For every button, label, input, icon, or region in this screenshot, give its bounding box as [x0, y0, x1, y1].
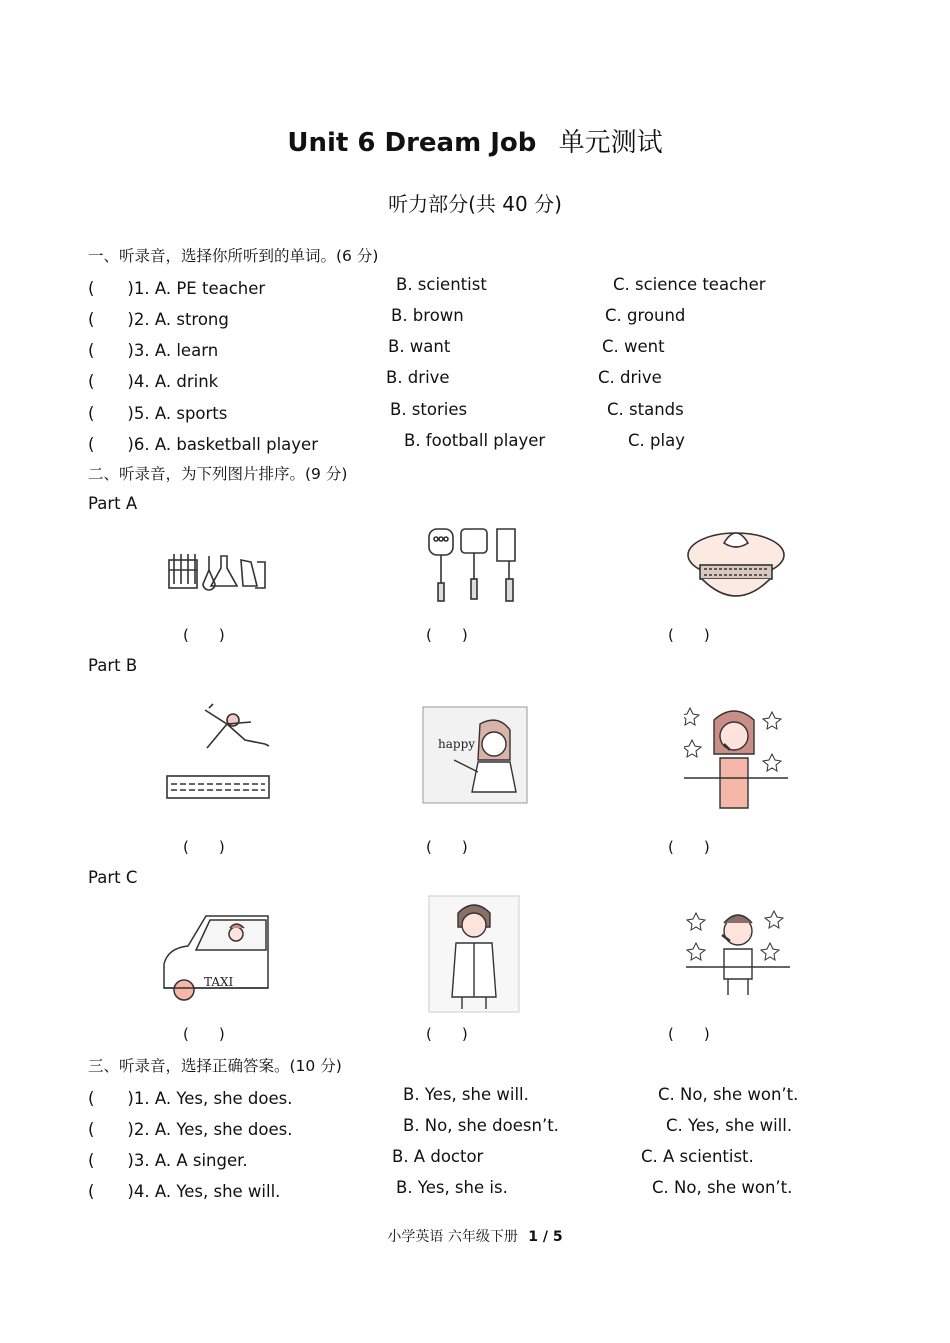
doctor-picture: [428, 895, 520, 1013]
part-c-blank-1: ( ): [183, 1025, 225, 1043]
part-c-label: Part C: [88, 868, 138, 887]
s1-q6: ( )6. A. basketball player: [88, 435, 318, 454]
s1-q4: ( )4. A. drink: [88, 372, 219, 391]
part-a-label: Part A: [88, 494, 138, 513]
title-chinese: 单元测试: [558, 128, 663, 158]
long-jump-picture: [165, 700, 271, 804]
part-b-label: Part B: [88, 656, 138, 675]
page-title: [0, 122, 950, 159]
s3-q3-option-b: B. A doctor: [392, 1147, 484, 1166]
s1-q6-option-c: C. play: [628, 431, 685, 450]
s1-q2-option-c: C. ground: [605, 306, 686, 325]
section3-heading: 三、听录音，选择正确答案。(10 分): [88, 1057, 342, 1075]
part-b-blank-2: ( ): [426, 838, 468, 856]
taxi-driver-picture: [162, 908, 270, 1002]
part-b-blank-1: ( ): [183, 838, 225, 856]
s1-q1-option-c: C. science teacher: [613, 275, 766, 294]
board-word: happy: [438, 737, 476, 751]
s3-q4-option-b: B. Yes, she is.: [396, 1178, 508, 1197]
s1-q2-option-b: B. brown: [391, 306, 464, 325]
s3-q1-option-b: B. Yes, she will.: [403, 1085, 529, 1104]
section2-heading: 二、听录音，为下列图片排序。(9 分): [88, 465, 348, 483]
s3-q2: ( )2. A. Yes, she does.: [88, 1120, 293, 1139]
kitchen-tools-picture: [425, 525, 525, 607]
teacher-picture: [422, 706, 528, 804]
s1-q1: ( )1. A. PE teacher: [88, 279, 266, 298]
singer-woman-picture: [684, 700, 788, 810]
s3-q2-option-c: C. Yes, she will.: [666, 1116, 793, 1135]
s1-q3: ( )3. A. learn: [88, 341, 219, 360]
taxi-sign: TAXI: [204, 975, 234, 989]
footer-label: 小学英语 六年级下册: [387, 1229, 518, 1245]
s3-q3: ( )3. A. A singer.: [88, 1151, 248, 1170]
part-a-blank-1: ( ): [183, 626, 225, 644]
lab-equipment-picture: [165, 548, 271, 594]
s1-q5: ( )5. A. sports: [88, 404, 228, 423]
s1-q5-option-b: B. stories: [390, 400, 468, 419]
page-number: 1 / 5: [528, 1229, 563, 1245]
section-subtitle: 听力部分(共 40 分): [388, 192, 562, 216]
s3-q3-option-c: C. A scientist.: [641, 1147, 754, 1166]
part-b-blank-3: ( ): [668, 838, 710, 856]
s1-q6-option-b: B. football player: [404, 431, 546, 450]
title-english: Unit 6 Dream Job: [287, 128, 537, 158]
s3-q4-option-c: C. No, she won’t.: [652, 1178, 793, 1197]
police-cap-picture: [684, 525, 788, 613]
s1-q3-option-b: B. want: [388, 337, 451, 356]
s1-q5-option-c: C. stands: [607, 400, 684, 419]
page-footer: [0, 1226, 950, 1246]
singer-man-picture: [686, 905, 790, 997]
part-a-blank-2: ( ): [426, 626, 468, 644]
s1-q4-option-b: B. drive: [386, 368, 450, 387]
part-c-blank-2: ( ): [426, 1025, 468, 1043]
s1-q4-option-c: C. drive: [598, 368, 662, 387]
s1-q2: ( )2. A. strong: [88, 310, 229, 329]
part-c-blank-3: ( ): [668, 1025, 710, 1043]
s3-q4: ( )4. A. Yes, she will.: [88, 1182, 281, 1201]
s1-q3-option-c: C. went: [602, 337, 665, 356]
s3-q1-option-c: C. No, she won’t.: [658, 1085, 799, 1104]
s3-q1: ( )1. A. Yes, she does.: [88, 1089, 293, 1108]
s3-q2-option-b: B. No, she doesn’t.: [403, 1116, 559, 1135]
section1-heading: 一、听录音，选择你所听到的单词。(6 分): [88, 247, 379, 265]
part-a-blank-3: ( ): [668, 626, 710, 644]
s1-q1-option-b: B. scientist: [396, 275, 487, 294]
